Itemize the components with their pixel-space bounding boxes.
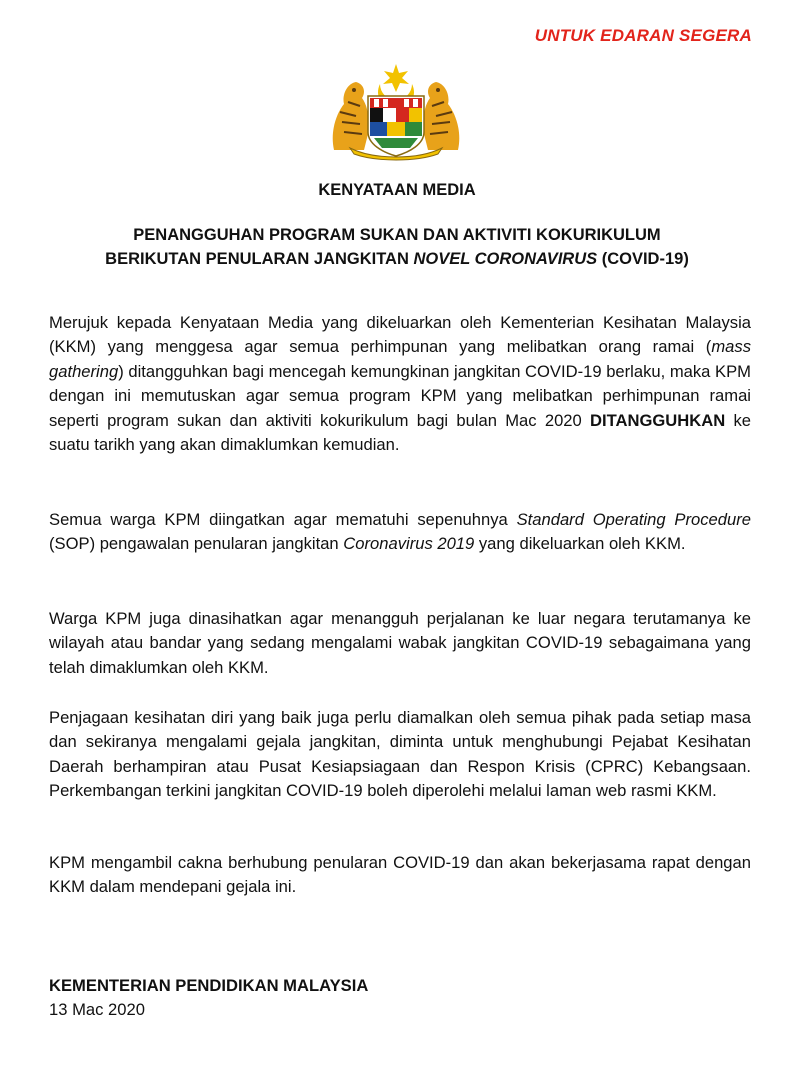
signature-date: 13 Mac 2020	[49, 1000, 145, 1019]
paragraph-1-bold: DITANGGUHKAN	[590, 410, 726, 430]
signature-organization: KEMENTERIAN PENDIDIKAN MALAYSIA	[49, 976, 369, 995]
paragraph-1-part-b: ) ditangguhkan bagi mencegah kemungkinan jangkitan COVID-19 berlaku, maka KPM dengan ini memutuskan agar semua program KPM yang melibatkan perhimpunan ramai seperti program sukan dan aktiviti kokurikulum bagi bulan Mac 2020	[49, 361, 751, 430]
paragraph-1-part-c: ke suatu tarikh yang akan dimaklumkan kemudian.	[49, 410, 752, 455]
malaysia-coat-of-arms-icon	[330, 62, 462, 162]
paragraph-1	[49, 311, 751, 457]
title-line-2-italic: NOVEL CORONAVIRUS	[413, 250, 598, 268]
statement-title-line-1: PENANGGUHAN PROGRAM SUKAN DAN AKTIVITI KOKURIKULUM	[133, 226, 661, 244]
title-line-2-end: (COVID-19)	[597, 250, 689, 268]
paragraph-3: Warga KPM juga dinasihatkan agar menangguh perjalanan ke luar negara terutamanya ke wilayah atau bandar yang sedang mengalami wabak jangkitan COVID-19 sebagaimana yang telah dimaklumkan oleh KKM.	[49, 609, 751, 677]
statement-title-line-2	[0, 250, 794, 269]
paragraph-5: KPM mengambil cakna berhubung penularan COVID-19 dan akan bekerjasama rapat dengan KKM dalam mendepani gejala ini.	[49, 853, 751, 897]
paragraph-2-italic-1: Standard Operating Procedure	[516, 510, 751, 529]
paragraph-2-part-a: Semua warga KPM diingatkan agar mematuhi sepenuhnya	[49, 510, 517, 529]
paragraph-1-italic: mass gathering	[49, 337, 751, 381]
paragraph-2-part-b: (SOP) pengawalan penularan jangkitan	[49, 534, 344, 554]
paragraph-2	[49, 508, 751, 557]
title-line-2-start: BERIKUTAN PENULARAN JANGKITAN	[105, 250, 414, 268]
paragraph-2-part-c: yang dikeluarkan oleh KKM.	[474, 534, 686, 554]
media-statement-heading: KENYATAAN MEDIA	[318, 181, 476, 199]
paragraph-2-italic-2: Coronavirus 2019	[343, 534, 475, 554]
paragraph-4: Penjagaan kesihatan diri yang baik juga perlu diamalkan oleh semua pihak pada setiap masa dan sekiranya mengalami gejala jangkitan, diminta untuk menghubungi Pejabat Kesihatan Daerah berhampiran atau Pusat Kesiapsiagaan dan Respon Krisis (CPRC) Kebangsaan. Perkembangan terkini jangkitan COVID-19 boleh diperolehi melalui laman web rasmi KKM.	[49, 708, 751, 801]
paragraph-1-part-a: Merujuk kepada Kenyataan Media yang dikeluarkan oleh Kementerian Kesihatan Malaysia (KKM) yang menggesa agar semua perhimpunan yang melibatkan orang ramai (	[49, 313, 751, 357]
urgent-distribution-label: UNTUK EDARAN SEGERA	[534, 26, 752, 45]
